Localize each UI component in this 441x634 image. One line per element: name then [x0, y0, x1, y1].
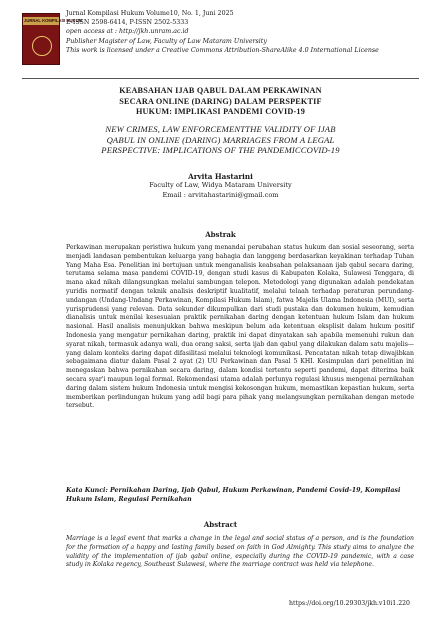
author-name: Arvita Hastarini	[188, 172, 253, 181]
license-link[interactable]: This work is licensed under a Creative Commons Attribution-ShareAlike 4.0 International License	[66, 46, 379, 54]
journal-logo	[22, 13, 83, 65]
issn-line: E-ISSN 2598-6414, P-ISSN 2502-5333	[66, 19, 189, 27]
publisher-line: Publisher Magister of Law, Faculty of Law Mataram University	[66, 37, 267, 45]
article-title: KEABSAHAN IJAB QABUL DALAM PERKAWINAN SECARA ONLINE (DARING) DALAM PERSPEKTIF HUKUM: IMPLIKASI PANDEMI COVID-19	[119, 86, 322, 116]
abstract-text: Marriage is a legal event that marks a change in the legal and social status of a person, and is the foundation for the formation of a happy and lasting family based on faith in God Almighty. This study aims to analyze the validity of the implementation of ijab qabul online, especially during the COVID-19 pandemic, with a case study in Kolaka regency, Southeast Sulawesi, where the marriage contract was held via telephone.	[66, 535, 414, 569]
abstract-heading: Abstract	[203, 520, 238, 529]
doi-link[interactable]: https://doi.org/10.29303/jkh.v10i1.220	[289, 600, 410, 607]
article-title-english: NEW CRIMES, LAW ENFORCEMENTTHE VALIDITY OF IJAB QABUL IN ONLINE (DARING) MARRIAGES FROM A LEGAL PERSPECTIVE: IMPLICATIONS OF THE PANDEMICCOVID-19	[101, 124, 340, 156]
header-divider	[22, 78, 419, 79]
author-block	[22, 172, 419, 200]
open-access-link[interactable]: open access at : http://jkh.unram.ac.id	[66, 28, 189, 36]
author-email[interactable]: Email : arvitahastarini@gmail.com	[162, 190, 279, 199]
journal-volume: Jurnal Kompilasi Hukum Volume10, No. 1, Juni 2025	[66, 10, 234, 17]
logo-emblem-icon	[32, 36, 52, 56]
abstrak-text: Perkawinan merupakan peristiwa hukum yang menandai perubahan status hukum dan sosial seseorang, serta menjadi landasan pembentukan keluarga yang bahagia dan langgeng berdasarkan keyakinan terhadap Tuhan Yang Maha Esa. Penelitian ini bertujuan untuk menganalisis keabsahan pelaksanaan ijab qabul secara daring, terutama selama masa pandemi COVID-19, dengan studi kasus di Kabupaten Kolaka, Sulawesi Tenggara, di mana akad nikah dilangsungkan melalui sambungan telepon. Metodologi yang digunakan adalah pendekatan yuridis normatif dengan teknik analisis deskriptif kualitatif, melalui telaah terhadap peraturan perundang-undangan (Undang-Undang Perkawinan, Kompilasi Hukum Islam), fatwa Majelis Ulama Indonesia (MUI), serta yurisprudensi yang relevan. Data sekunder dikumpulkan dari studi pustaka dan dokumen hukum, kemudian dianalisis untuk menilai kesesuaian praktik pernikahan daring dengan ketentuan hukum Islam dan hukum nasional. Hasil analisis menunjukkan bahwa meskipun belum ada ketentuan eksplisit dalam hukum positif Indonesia yang mengatur pernikahan daring, praktik ini dapat dinyatakan sah apabila memenuhi rukun dan syarat nikah, termasuk adanya wali, dua orang saksi, serta ijab dan qabul yang dilakukan dalam satu majelis—yang dalam konteks daring dapat difasilitasi melalui teknologi komunikasi. Pencatatan nikah tetap diwajibkan sebagaimana diatur dalam Pasal 2 ayat (2) UU Perkawinan dan Pasal 5 KHI. Kesimpulan dari penelitian ini menegaskan bahwa pernikahan secara daring, dalam kondisi tertentu seperti pandemi, dapat diterima baik secara syar'i maupun legal formal. Rekomendasi utama adalah perlunya regulasi khusus mengenai pernikahan daring dalam sistem hukum Indonesia untuk mengisi kekosongan hukum, memastikan kepastian hukum, serta memberikan perlindungan hukum yang adil bagi para pihak yang melangsungkan pernikahan dengan metode tersebut.	[66, 244, 414, 410]
author-affiliation: Faculty of Law, Widya Mataram University	[149, 181, 292, 190]
journal-header	[66, 9, 426, 73]
journal-logo-text: JURNAL KOMPILASI HUKUM	[24, 18, 83, 23]
abstrak-heading: Abstrak	[205, 230, 236, 239]
keywords: Kata Kunci: Pernikahan Daring, Ijab Qabul, Hukum Perkawinan, Pandemi Covid-19, Kompilasi Hukum Islam, Regulasi Pernikahan	[66, 487, 401, 504]
